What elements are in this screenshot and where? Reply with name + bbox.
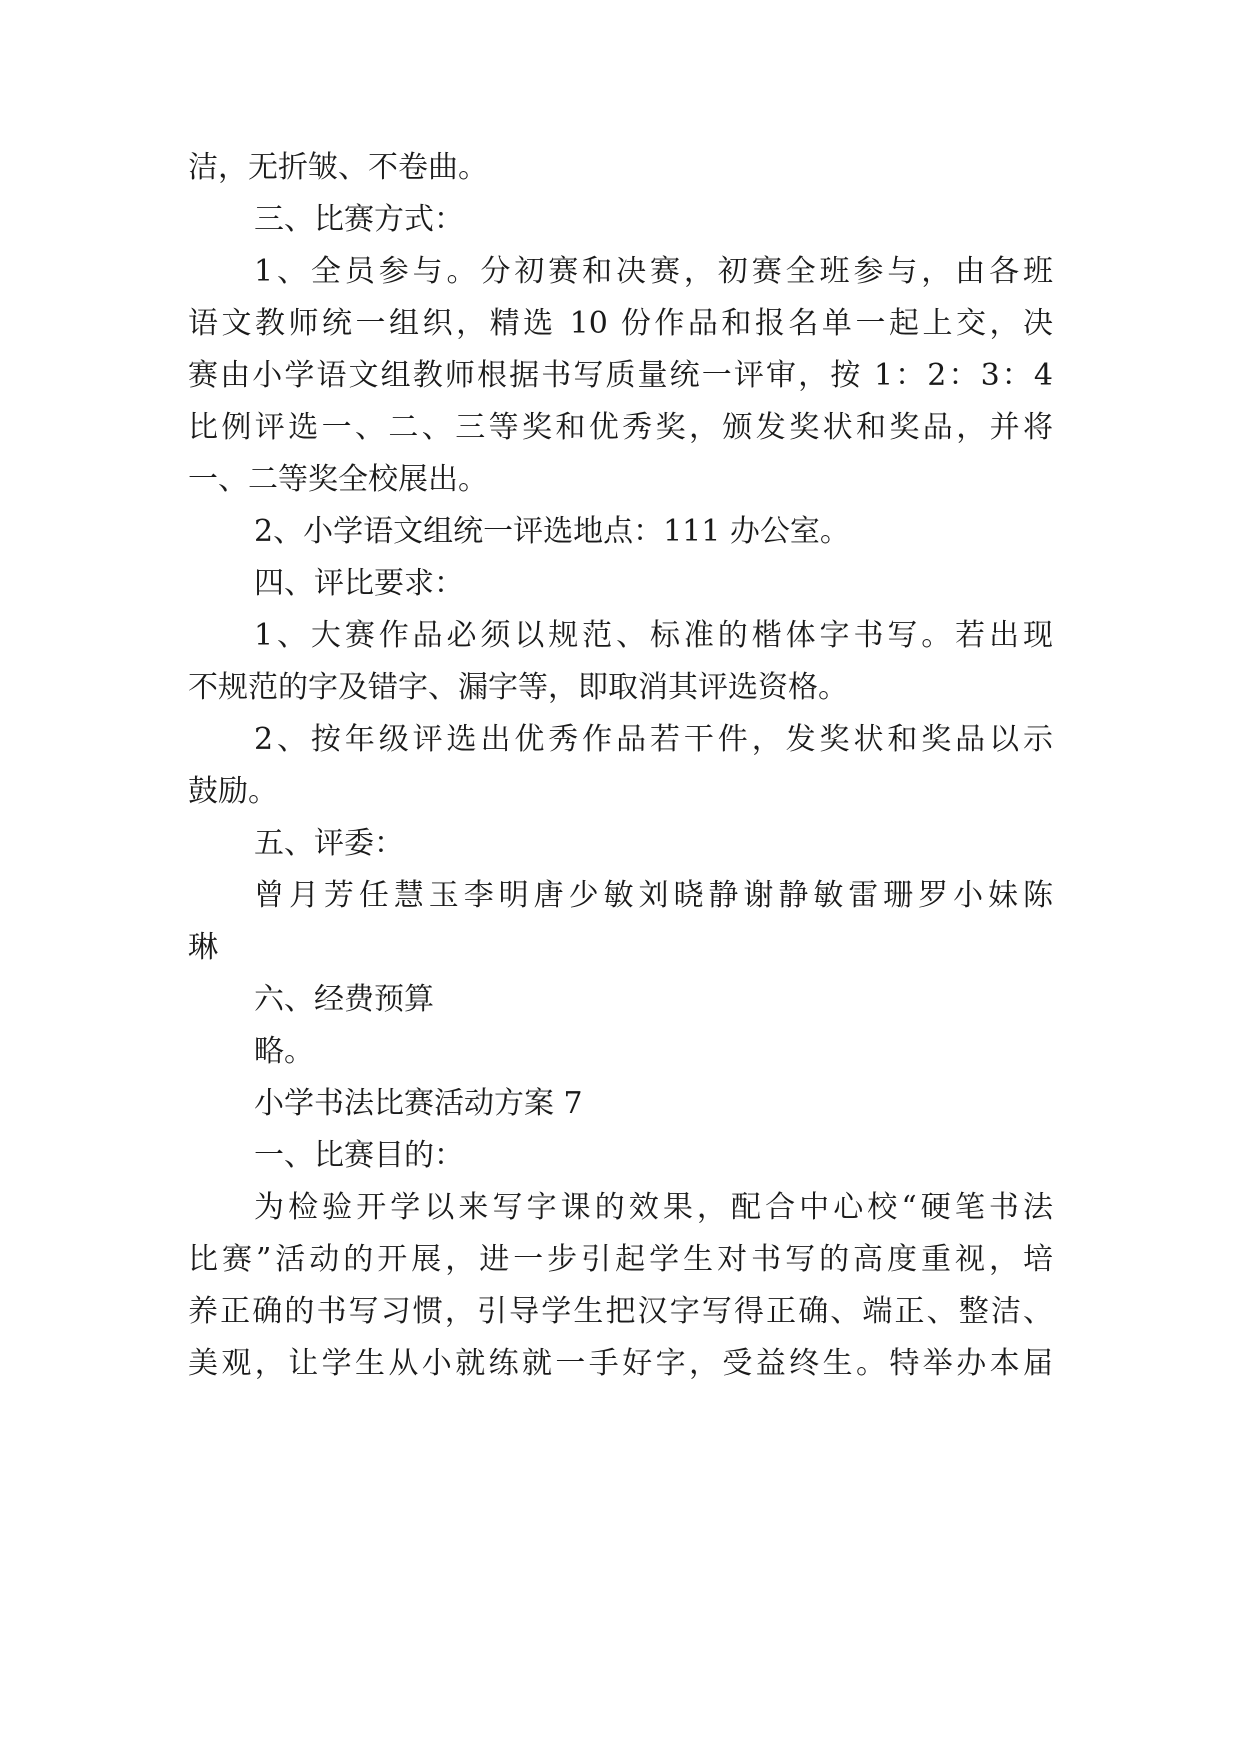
paragraph-line: 2、小学语文组统一评选地点：111 办公室。 [254, 514, 850, 549]
paragraph-line: 洁，无折皱、不卷曲。 [188, 150, 488, 185]
paragraph-line: 比赛”活动的开展，进一步引起学生对书写的高度重视，培 [188, 1242, 1053, 1277]
paragraph-line: 比例评选一、二、三等奖和优秀奖，颁发奖状和奖品，并将 [188, 410, 1053, 445]
paragraph-line: 赛由小学语文组教师根据书写质量统一评审，按 1：2：3：4 [188, 358, 1053, 393]
paragraph-line: 为检验开学以来写字课的效果，配合中心校“硬笔书法 [254, 1190, 1053, 1225]
paragraph-line: 琳 [188, 930, 218, 965]
paragraph-line: 1、大赛作品必须以规范、标准的楷体字书写。若出现 [254, 618, 1053, 653]
section-heading: 四、评比要求： [254, 566, 464, 601]
paragraph-line: 美观，让学生从小就练就一手好字，受益终生。特举办本届 [188, 1346, 1053, 1381]
section-heading: 三、比赛方式： [254, 202, 464, 237]
section-heading: 一、比赛目的： [254, 1138, 464, 1173]
paragraph-line: 不规范的字及错字、漏字等，即取消其评选资格。 [188, 670, 848, 705]
paragraph-line: 一、二等奖全校展出。 [188, 462, 488, 497]
paragraph-line: 略。 [254, 1034, 314, 1069]
paragraph-line: 养正确的书写习惯，引导学生把汉字写得正确、端正、整洁、 [188, 1294, 1053, 1329]
paragraph-line: 曾月芳任慧玉李明唐少敏刘晓静谢静敏雷珊罗小妹陈 [254, 878, 1053, 913]
section-heading: 六、经费预算 [254, 982, 434, 1017]
document-section-title: 小学书法比赛活动方案 7 [254, 1086, 583, 1121]
section-heading: 五、评委： [254, 826, 404, 861]
paragraph-line: 1、全员参与。分初赛和决赛，初赛全班参与，由各班 [254, 254, 1053, 289]
paragraph-line: 鼓励。 [188, 774, 278, 809]
paragraph-line: 2、按年级评选出优秀作品若干件，发奖状和奖品以示 [254, 722, 1053, 757]
paragraph-line: 语文教师统一组织，精选 10 份作品和报名单一起上交，决 [188, 306, 1053, 341]
